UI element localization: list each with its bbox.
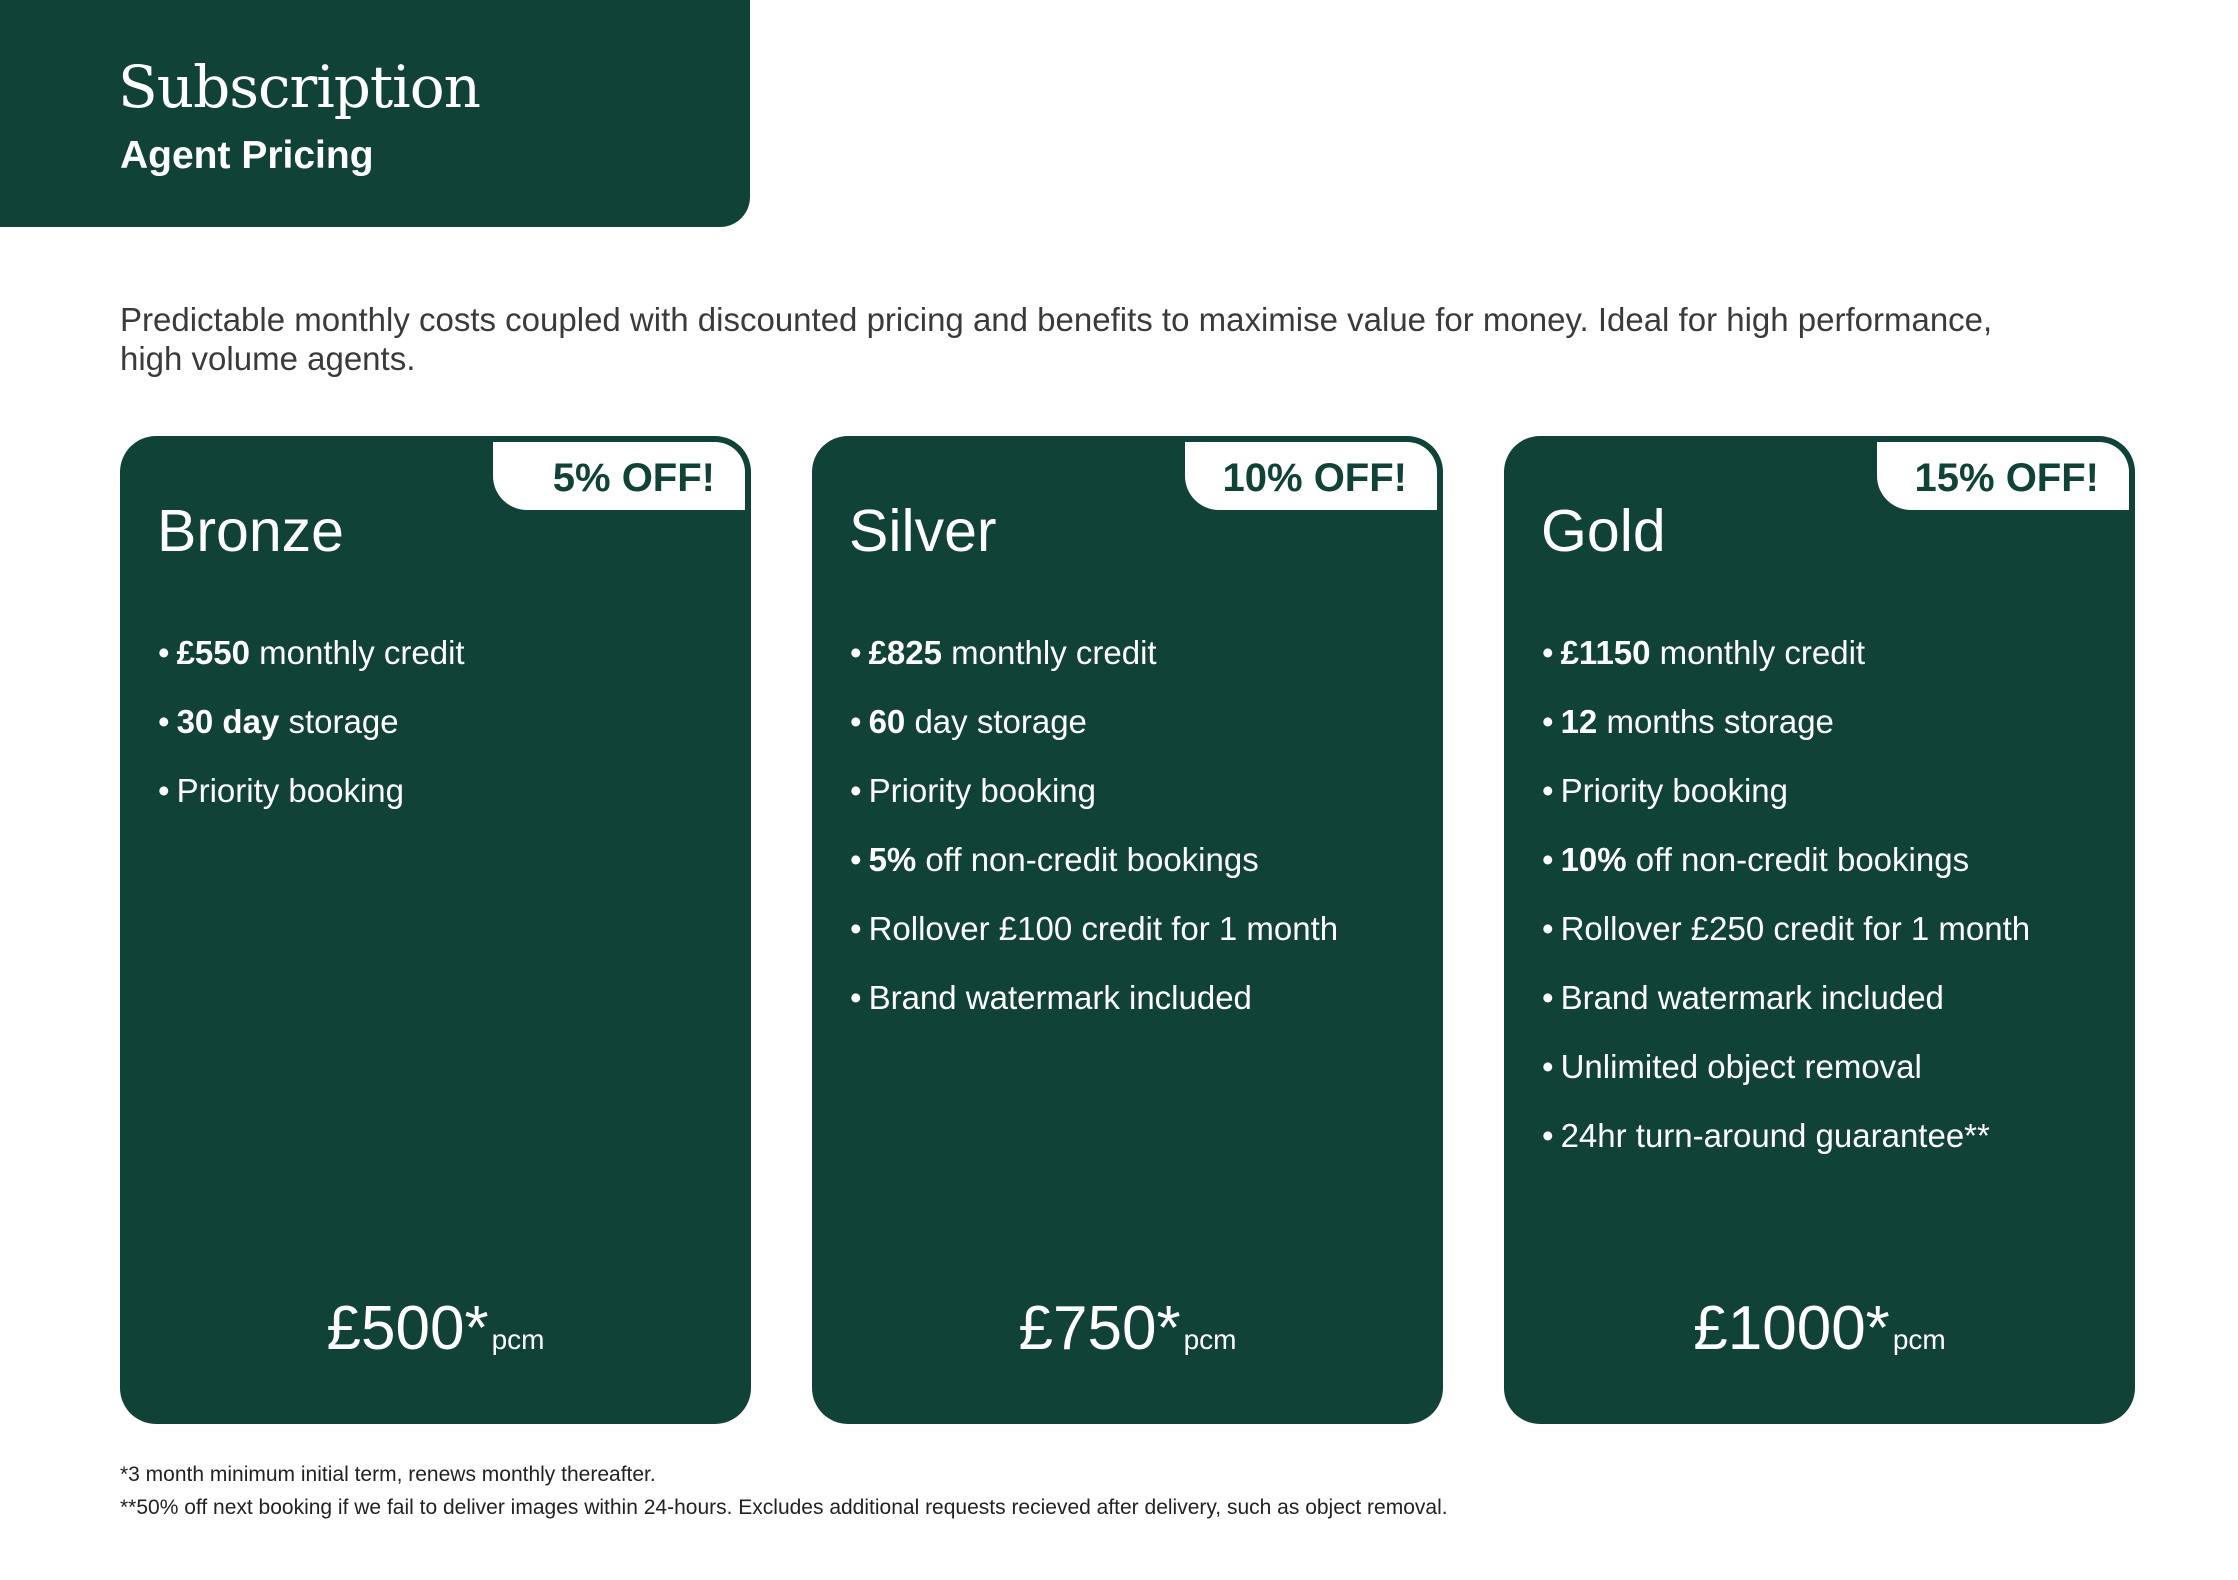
feature-item [850, 963, 1338, 1032]
feature-item [1542, 825, 2030, 894]
header-banner [0, 0, 750, 227]
feature-text: Rollover £100 credit for 1 month [868, 910, 1339, 947]
feature-text: 24hr turn-around guarantee** [1560, 1117, 1990, 1154]
bullet-icon: • [850, 703, 862, 740]
intro-text: Predictable monthly costs coupled with discounted pricing and benefits to maximise value for money. Ideal for high performance, high volume agents. [120, 301, 1993, 377]
feature-list [158, 618, 465, 825]
feature-highlight: 5% [868, 841, 917, 878]
feature-text: off non-credit bookings [1626, 841, 1970, 878]
discount-badge [1877, 442, 2129, 510]
feature-highlight: 10% [1560, 841, 1627, 878]
bullet-icon: • [158, 703, 170, 740]
bullet-icon: • [1542, 841, 1554, 878]
bullet-icon: • [1542, 703, 1554, 740]
feature-highlight: 60 [868, 703, 906, 740]
feature-list [1542, 618, 2030, 1170]
feature-highlight: 12 [1560, 703, 1598, 740]
feature-item [850, 756, 1338, 825]
plan-price [812, 1294, 1443, 1363]
feature-text: Brand watermark included [1560, 979, 1944, 1016]
bullet-icon: • [1542, 1117, 1554, 1154]
feature-item [1542, 618, 2030, 687]
feature-item [850, 687, 1338, 756]
discount-badge [493, 442, 745, 510]
bullet-icon: • [1542, 1048, 1554, 1085]
feature-text: Priority booking [176, 772, 405, 809]
price-unit: pcm [1892, 1324, 1946, 1355]
bullet-icon: • [1542, 910, 1554, 947]
feature-item [850, 618, 1338, 687]
feature-text: off non-credit bookings [916, 841, 1259, 878]
feature-item [1542, 1032, 2030, 1101]
bullet-icon: • [158, 772, 170, 809]
feature-highlight: £550 [176, 634, 250, 671]
feature-text: Unlimited object removal [1560, 1048, 1922, 1085]
feature-item [1542, 756, 2030, 825]
footnote-guarantee: **50% off next booking if we fail to deliver images within 24-hours. Excludes additional requests recieved after delivery, such as object removal. [120, 1496, 1448, 1519]
price-amount: £500* [326, 1294, 489, 1363]
discount-label: 5% OFF! [552, 456, 715, 500]
price-unit: pcm [1183, 1324, 1237, 1355]
feature-highlight: 30 day [176, 703, 280, 740]
bullet-icon: • [850, 772, 862, 809]
plan-price [120, 1294, 751, 1363]
bullet-icon: • [1542, 979, 1554, 1016]
feature-text: Rollover £250 credit for 1 month [1560, 910, 2031, 947]
plan-price [1504, 1294, 2135, 1363]
feature-text: storage [279, 703, 399, 740]
price-amount: £1000* [1693, 1294, 1890, 1363]
discount-label: 10% OFF! [1222, 456, 1407, 500]
plan-card-gold[interactable] [1504, 436, 2135, 1424]
feature-text: months storage [1597, 703, 1834, 740]
plan-name: Bronze [157, 498, 344, 564]
feature-item [1542, 894, 2030, 963]
page-title: Subscription [118, 53, 480, 121]
discount-badge [1185, 442, 1437, 510]
bullet-icon: • [1542, 634, 1554, 671]
feature-text: Brand watermark included [868, 979, 1252, 1016]
plan-name: Gold [1541, 498, 1666, 564]
bullet-icon: • [850, 841, 862, 878]
feature-item [158, 618, 465, 687]
footnote-term: *3 month minimum initial term, renews monthly thereafter. [120, 1463, 656, 1486]
plan-card-bronze[interactable] [120, 436, 751, 1424]
feature-item [158, 687, 465, 756]
feature-item [1542, 1101, 2030, 1170]
plan-name: Silver [849, 498, 997, 564]
bullet-icon: • [850, 979, 862, 1016]
feature-item [158, 756, 465, 825]
bullet-icon: • [1542, 772, 1554, 809]
feature-item [850, 894, 1338, 963]
feature-highlight: £1150 [1560, 634, 1651, 671]
bullet-icon: • [850, 910, 862, 947]
discount-label: 15% OFF! [1914, 456, 2099, 500]
price-unit: pcm [491, 1324, 545, 1355]
feature-list [850, 618, 1338, 1032]
feature-text: Priority booking [868, 772, 1097, 809]
price-amount: £750* [1018, 1294, 1181, 1363]
feature-item [1542, 687, 2030, 756]
feature-text: day storage [905, 703, 1087, 740]
feature-text: monthly credit [1650, 634, 1866, 671]
bullet-icon: • [158, 634, 170, 671]
feature-item [1542, 963, 2030, 1032]
feature-text: monthly credit [941, 634, 1157, 671]
bullet-icon: • [850, 634, 862, 671]
page-subtitle: Agent Pricing [120, 134, 374, 177]
plan-card-silver[interactable] [812, 436, 1443, 1424]
feature-item [850, 825, 1338, 894]
feature-text: monthly credit [249, 634, 465, 671]
feature-highlight: £825 [868, 634, 942, 671]
feature-text: Priority booking [1560, 772, 1789, 809]
